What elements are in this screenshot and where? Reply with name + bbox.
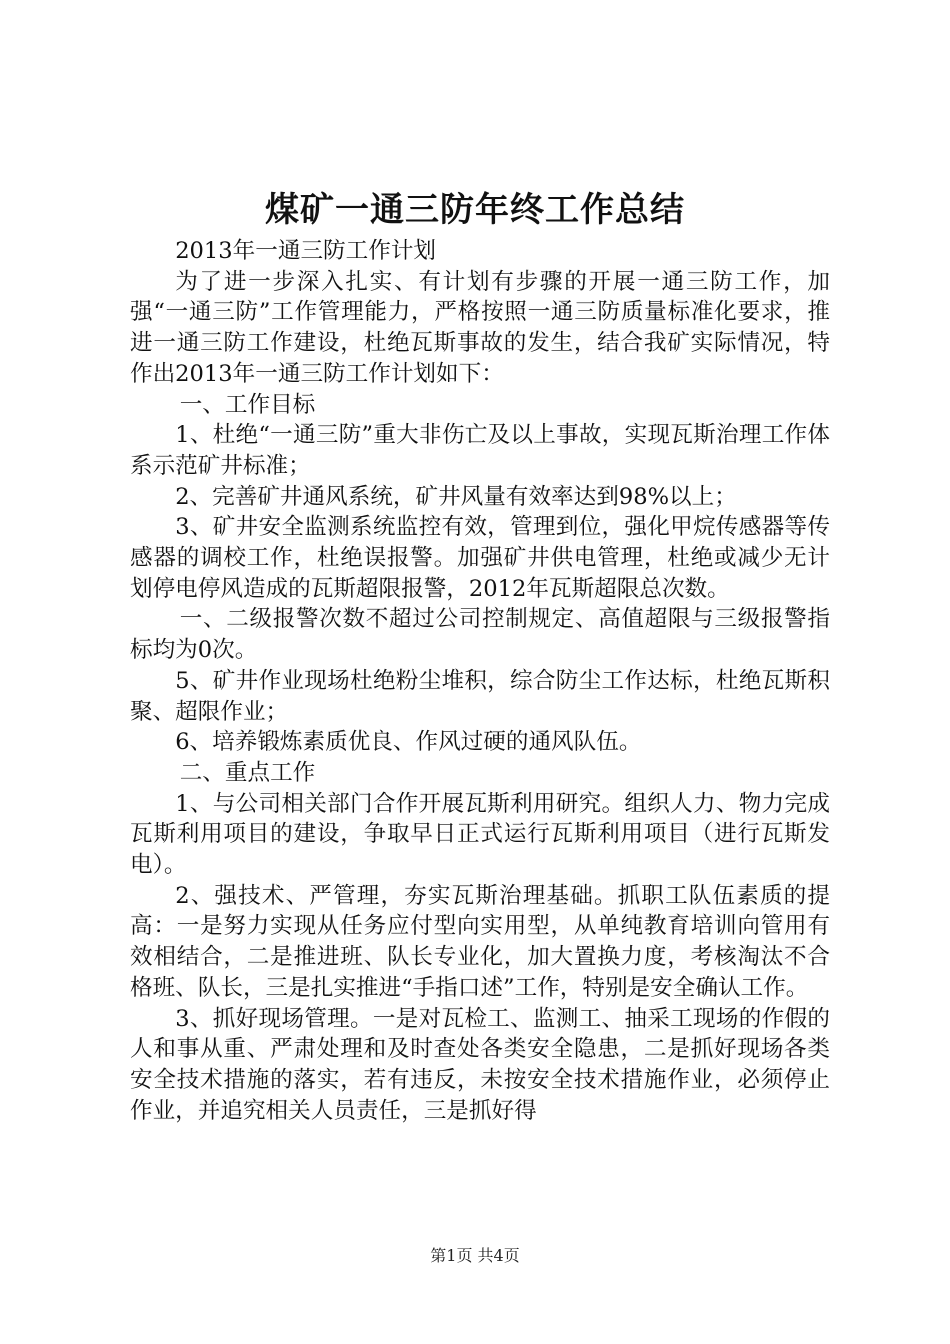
- section-heading-key-work: 二、重点工作: [179, 759, 316, 786]
- paragraph-intro: 为了进一步深入扎实、有计划有步骤的开展一通三防工作，加强“一通三防”工作管理能力，严格按照一通三防质量标准化要求，推进一通三防工作建设，杜绝瓦斯事故的发生，结合我矿实际情况，特作出2013年一通三防工作计划如下：: [130, 268, 830, 387]
- paragraph-work-3: 3、抓好现场管理。一是对瓦检工、监测工、抽采工现场的作假的人和事从重、严肃处理和及时查处各类安全隐患，二是抓好现场各类安全技术措施的落实，若有违反，未按安全技术措施作业，必须停止作业，并追究相关人员责任，三是抓好得: [130, 1005, 830, 1124]
- page-number: 第1页 共4页: [430, 1246, 520, 1265]
- paragraph-work-2: 2、强技术、严管理，夯实瓦斯治理基础。抓职工队伍素质的提高：一是努力实现从任务应付型向实用型，从单纯教育培训向管用有效相结合，二是推进班、队长专业化，加大置换力度，考核淘汰不合格班、队长，三是扎实推进“手指口述”工作，特别是安全确认工作。: [130, 882, 830, 1001]
- document-title: 煤矿一通三防年终工作总结: [265, 190, 685, 230]
- paragraph-goal-2: 2、完善矿井通风系统，矿井风量有效率达到98%以上；: [175, 483, 737, 510]
- paragraph-goal-1: 1、杜绝“一通三防”重大非伤亡及以上事故，实现瓦斯治理工作体系示范矿井标准；: [130, 422, 830, 479]
- paragraph-goal-5: 5、矿井作业现场杜绝粉尘堆积，综合防尘工作达标，杜绝瓦斯积聚、超限作业；: [130, 667, 830, 725]
- paragraph-work-1: 1、与公司相关部门合作开展瓦斯利用研究。组织人力、物力完成瓦斯利用项目的建设，争取早日正式运行瓦斯利用项目（进行瓦斯发电）。: [130, 790, 830, 879]
- paragraph-plan-title: 2013年一通三防工作计划: [175, 238, 437, 264]
- document-body: [130, 236, 830, 1126]
- paragraph-goal-4: 一、二级报警次数不超过公司控制规定、高值超限与三级报警指标均为0次。: [130, 606, 830, 664]
- section-heading-goals: 一、工作目标: [179, 391, 316, 418]
- paragraph-goal-3: 3、矿井安全监测系统监控有效，管理到位，强化甲烷传感器等传感器的调校工作，杜绝误报警。加强矿井供电管理，杜绝或减少无计划停电停风造成的瓦斯超限报警，2012年瓦斯超限总次数。: [130, 514, 830, 602]
- paragraph-goal-6: 6、培养锻炼素质优良、作风过硬的通风队伍。: [175, 729, 642, 756]
